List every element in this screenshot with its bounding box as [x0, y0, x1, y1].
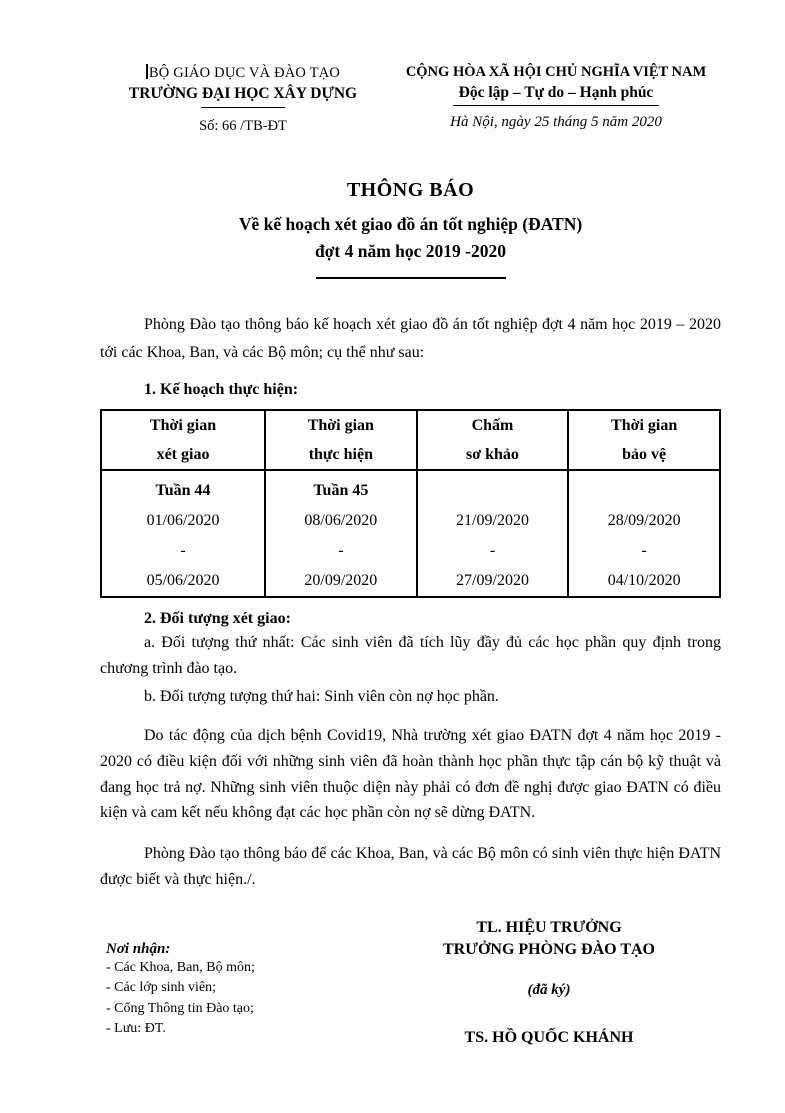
header-line: Thời gian — [611, 417, 678, 434]
header-line: thực hiện — [308, 446, 373, 463]
recipient-item: - Cổng Thông tin Đào tạo; — [106, 1000, 254, 1016]
table-header-xet-giao — [101, 410, 265, 470]
table-header-cham-so-khao — [417, 410, 569, 470]
table-cell-bao-ve — [568, 470, 720, 597]
title-divider — [316, 277, 506, 279]
date-from: 28/09/2020 — [607, 512, 681, 529]
header-line: Chấm — [471, 417, 514, 434]
date-separator: - — [641, 542, 647, 559]
date-to: 27/09/2020 — [456, 572, 529, 589]
document-header — [100, 64, 721, 135]
university-underline — [201, 107, 285, 108]
title-block — [100, 179, 721, 279]
place-and-date: Hà Nội, ngày 25 tháng 5 năm 2020 — [450, 114, 662, 130]
header-line: sơ khảo — [466, 446, 519, 463]
header-line: xét giao — [156, 446, 210, 463]
date-from: 01/06/2020 — [146, 512, 220, 529]
table-header-row — [101, 410, 720, 470]
document-subtitle-line1: Về kế hoạch xét giao đồ án tốt nghiệp (ĐATN) — [238, 214, 583, 234]
signature-authority-line1: TL. HIỆU TRƯỞNG — [476, 919, 622, 937]
date-to: 05/06/2020 — [146, 572, 220, 589]
section-1-heading: 1. Kế hoạch thực hiện: — [144, 381, 299, 398]
recipients-block — [106, 941, 406, 1039]
week-label — [569, 471, 719, 506]
item-b-paragraph: b. Đối tượng tượng thứ hai: Sinh viên còn nợ học phần. — [144, 687, 499, 705]
date-to: 04/10/2020 — [607, 572, 681, 589]
header-line: Thời gian — [149, 417, 217, 434]
table-cell-thuc-hien — [265, 470, 417, 597]
date-from: 08/06/2020 — [304, 512, 378, 529]
table-cell-cham-so-khao — [417, 470, 569, 597]
signed-note: (đã ký) — [527, 982, 571, 999]
header-line: bảo vệ — [622, 446, 667, 463]
document-footer — [100, 919, 721, 1113]
text-cursor — [146, 64, 148, 79]
ministry-name — [100, 64, 386, 82]
university-name: TRƯỜNG ĐẠI HỌC XÂY DỰNG — [128, 85, 358, 102]
document-number: Số: 66 /TB-ĐT — [199, 118, 287, 134]
covid-paragraph: Do tác động của dịch bệnh Covid19, Nhà trường xét giao ĐATN đợt 4 năm học 2019 - 2020 có điều kiện đối với những sinh viên đã hoàn thành học phần thực tập cán bộ kỹ thuật và đang học trả nợ. Những sinh viên thuộc diện này phải có đơn đề nghị được giao ĐATN có điều kiện và cam kết nếu không đạt các học phần còn nợ sẽ dừng ĐATN. — [100, 726, 721, 822]
table-body-row — [101, 470, 720, 597]
week-label — [418, 471, 568, 506]
document-title: THÔNG BÁO — [346, 179, 475, 201]
date-separator: - — [338, 542, 344, 559]
item-a-paragraph: a. Đối tượng thứ nhất: Các sinh viên đã tích lũy đầy đủ các học phần quy định trong chương trình đào tạo. — [100, 634, 721, 677]
closing-paragraph: Phòng Đào tạo thông báo để các Khoa, Ban, và các Bộ môn có sinh viên thực hiện ĐATN được biết và thực hiện./. — [100, 845, 721, 889]
header-line: Thời gian — [307, 417, 374, 434]
signer-name: TS. HỒ QUỐC KHÁNH — [464, 1029, 634, 1047]
section-2-heading: 2. Đối tượng xét giao: — [144, 610, 291, 627]
table-header-bao-ve — [568, 410, 720, 470]
recipient-item: - Các lớp sinh viên; — [106, 980, 217, 996]
signature-block — [418, 919, 680, 1047]
country-motto-line1: CỘNG HÒA XÃ HỘI CHỦ NGHĨA VIỆT NAM — [405, 64, 707, 80]
schedule-table — [100, 409, 721, 598]
week-label: Tuần 44 — [155, 482, 211, 499]
document-subtitle-line2: đợt 4 năm học 2019 -2020 — [314, 241, 506, 261]
date-to: 20/09/2020 — [304, 572, 378, 589]
intro-paragraph: Phòng Đào tạo thông báo kế hoạch xét giao đồ án tốt nghiệp đợt 4 năm học 2019 – 2020 tới các Khoa, Ban, và các Bộ môn; cụ thể như sau: — [100, 316, 721, 361]
national-heading-block — [391, 64, 721, 131]
ministry-name-text: BỘ GIÁO DỤC VÀ ĐÀO TẠO — [148, 65, 341, 81]
table-cell-xet-giao — [101, 470, 265, 597]
recipient-item: - Lưu: ĐT. — [106, 1021, 166, 1037]
week-label: Tuần 45 — [313, 482, 369, 499]
date-separator: - — [180, 542, 186, 559]
date-from: 21/09/2020 — [456, 512, 529, 529]
signature-authority-line2: TRƯỞNG PHÒNG ĐÀO TẠO — [442, 941, 655, 959]
recipients-label: Nơi nhận: — [106, 941, 171, 958]
table-header-thuc-hien — [265, 410, 417, 470]
date-separator: - — [489, 542, 496, 559]
recipient-item: - Các Khoa, Ban, Bộ môn; — [106, 960, 255, 976]
country-motto-line2: Độc lập – Tự do – Hạnh phúc — [453, 84, 660, 106]
issuing-agency-block — [100, 64, 386, 135]
